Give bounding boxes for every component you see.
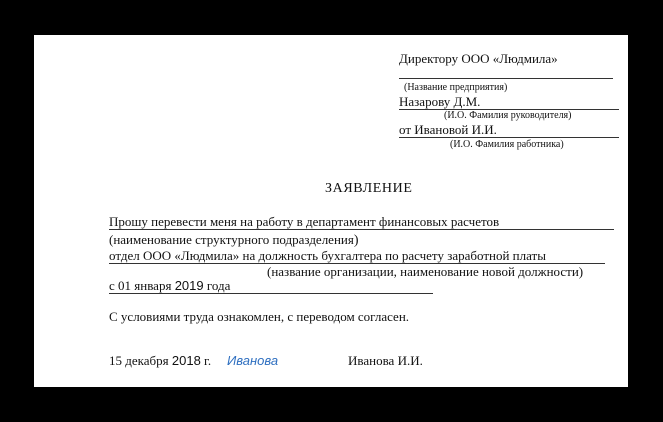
signer-name: Иванова И.И. — [348, 353, 423, 368]
from-line: от Ивановой И.И. — [399, 122, 497, 137]
body-line-2: отдел ООО «Людмила» на должность бухгалтера по расчету заработной платы — [109, 248, 546, 263]
effective-date-underline — [109, 293, 433, 294]
from-underline — [399, 137, 619, 138]
manager-hint: (И.О. Фамилия руководителя) — [444, 110, 572, 121]
effective-date-line: с 01 января 2019 года — [109, 278, 231, 293]
manager-name: Назарову Д.М. — [399, 94, 481, 109]
document-title: ЗАЯВЛЕНИЕ — [325, 181, 413, 196]
position-hint: (название организации, наименование новой должности) — [267, 264, 584, 279]
document-sheet — [34, 35, 628, 387]
agreement-line: С условиями труда ознакомлен, с переводом согласен. — [109, 309, 410, 324]
body-line-1: Прошу перевести меня на работу в департамент финансовых расчетов — [109, 214, 500, 229]
recipient-line: Директору ООО «Людмила» — [399, 51, 558, 66]
body-underline-1 — [109, 229, 614, 230]
org-hint: (Название предприятия) — [404, 82, 508, 93]
signing-date: 15 декабря 2018 г. — [109, 353, 212, 368]
department-hint: (наименование структурного подразделения) — [109, 232, 359, 248]
employee-hint: (И.О. Фамилия работника) — [450, 139, 564, 150]
handwritten-signature: Иванова — [227, 353, 279, 368]
org-underline — [399, 78, 613, 79]
